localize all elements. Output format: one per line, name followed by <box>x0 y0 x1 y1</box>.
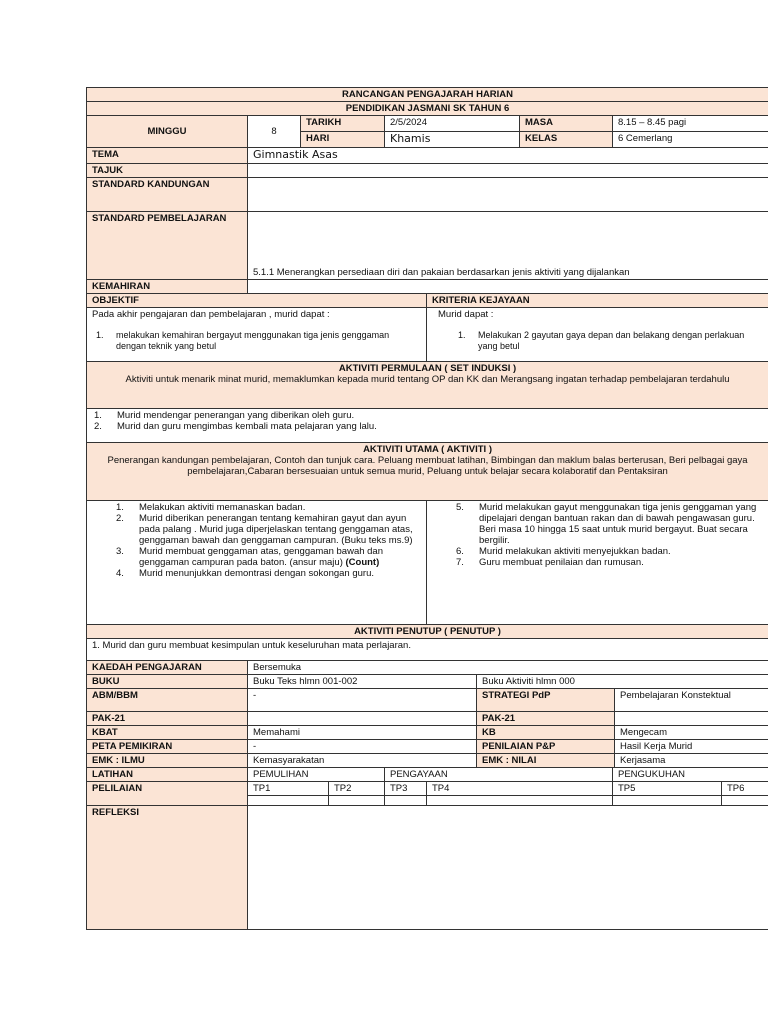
pengukuhan-value: PENGUKUHAN <box>613 768 768 782</box>
list-item: 1. Melakukan aktiviti memanaskan badan. <box>116 502 306 513</box>
plan-subtitle: PENDIDIKAN JASMANI SK TAHUN 6 <box>87 102 768 116</box>
pemulihan-value: PEMULIHAN <box>248 768 385 782</box>
standard-kandungan-value <box>248 178 768 212</box>
masa-label: MASA <box>520 116 613 132</box>
latihan-label: LATIHAN <box>87 768 248 782</box>
masa-value: 8.15 – 8.45 pagi <box>613 116 768 132</box>
permulaan-desc: Aktiviti untuk menarik minat murid, memaklumkan kepada murid tentang OP dan KK dan Merangsang ingatan terhadap pembelajaran terdahulu <box>125 374 730 385</box>
tp1-cell: TP1 <box>248 782 329 796</box>
tp3-value <box>385 796 427 806</box>
tema-value: Gimnastik Asas <box>248 148 768 164</box>
pak21-label: PAK-21 <box>87 712 248 726</box>
tp1-value <box>248 796 329 806</box>
buku-aktiviti-value: Buku Aktiviti hlmn 000 <box>477 675 768 689</box>
utama-left-content <box>87 501 427 625</box>
list-item: 6. Murid melakukan aktiviti menyejukkan badan. <box>456 546 671 557</box>
utama-right-content <box>427 501 768 625</box>
pak21-value <box>248 712 477 726</box>
kriteria-content <box>427 308 768 362</box>
strategi-value: Pembelajaran Konstektual <box>615 689 768 712</box>
emk-ilmu-value: Kemasyarakatan <box>248 754 477 768</box>
permulaan-header <box>87 362 768 409</box>
list-item: 2. Murid diberikan penerangan tentang kemahiran gayut dan ayun pada palang . Murid juga diperjelaskan tentang genggaman atas, genggaman bawah dan genggaman campuran. (Buku teks ms.9) <box>116 513 413 546</box>
hari-value: Khamis <box>385 132 520 148</box>
tp6-value <box>722 796 768 806</box>
kelas-label: KELAS <box>520 132 613 148</box>
pelilaian-label-cont <box>87 796 248 806</box>
penutup-content: 1. Murid dan guru membuat kesimpulan untuk keseluruhan mata perlajaran. <box>87 639 768 661</box>
tp2-value <box>329 796 385 806</box>
hari-label: HARI <box>301 132 385 148</box>
pengayaan-value: PENGAYAAN <box>385 768 613 782</box>
permulaan-title: AKTIVITI PERMULAAN ( SET INDUKSI ) <box>338 363 517 374</box>
penilaian-value: Hasil Kerja Murid <box>615 740 768 754</box>
list-item: 1. Melakukan 2 gayutan gaya depan dan belakang dengan perlakuan yang betul <box>458 330 745 351</box>
list-item: 4. Murid menunjukkan demontrasi dengan sokongan guru. <box>116 568 375 579</box>
tajuk-label: TAJUK <box>87 164 248 178</box>
utama-header <box>87 443 768 501</box>
kbat-label: KBAT <box>87 726 248 740</box>
penilaian-label: PENILAIAN P&P <box>477 740 615 754</box>
tarikh-label: TARIKH <box>301 116 385 132</box>
kb-value: Mengecam <box>615 726 768 740</box>
buku-teks-value: Buku Teks hlmn 001-002 <box>248 675 477 689</box>
objektif-content <box>87 308 427 362</box>
minggu-label: MINGGU <box>87 116 248 148</box>
minggu-value: 8 <box>248 116 301 148</box>
utama-left-list <box>92 502 421 579</box>
list-item: 5. Murid melakukan gayut menggunakan tiga jenis genggaman yang dipelajari dengan bantuan rakan dan di bawah pengawasan guru. Beri masa 10 hingga 15 saat untuk murid bergayut. Buat secara bergilir. <box>456 502 757 546</box>
kaedah-value: Bersemuka <box>248 661 768 675</box>
tp3-cell: TP3 <box>385 782 427 796</box>
peta-value: - <box>248 740 477 754</box>
list-item: 3. Murid membuat genggaman atas, genggaman bawah dan genggaman campuran pada baton. (ansur maju) (Count) <box>116 546 383 568</box>
tp4-cell: TP4 <box>427 782 613 796</box>
emk-nilai-value: Kerjasama <box>615 754 768 768</box>
list-item: 7. Guru membuat penilaian dan rumusan. <box>456 557 644 568</box>
pak21-label-2: PAK-21 <box>477 712 615 726</box>
list-item: 1. melakukan kemahiran bergayut menggunakan tiga jenis genggaman dengan teknik yang betul <box>96 330 390 351</box>
kbat-value: Memahami <box>248 726 477 740</box>
refleksi-label: REFLEKSI <box>87 806 248 930</box>
kb-label: KB <box>477 726 615 740</box>
kriteria-intro: Murid dapat : <box>438 309 494 320</box>
tp5-cell: TP5 <box>613 782 722 796</box>
standard-pembelajaran-value: 5.1.1 Menerangkan persediaan diri dan pakaian berdasarkan jenis aktiviti yang dijalankan <box>248 212 768 280</box>
permulaan-content <box>87 409 768 443</box>
standard-kandungan-label: STANDARD KANDUNGAN <box>87 178 248 212</box>
peta-label: PETA PEMIKIRAN <box>87 740 248 754</box>
strategi-label: STRATEGI PdP <box>477 689 615 712</box>
utama-title: AKTIVITI UTAMA ( AKTIVITI ) <box>363 444 492 455</box>
penutup-title: AKTIVITI PENUTUP ( PENUTUP ) <box>87 625 768 639</box>
utama-right-list <box>432 502 763 568</box>
tp5-value <box>613 796 722 806</box>
tp6-cell: TP6 <box>722 782 768 796</box>
emk-nilai-label: EMK : NILAI <box>477 754 615 768</box>
list-item: 2. Murid dan guru mengimbas kembali mata pelajaran yang lalu. <box>94 421 377 432</box>
standard-pembelajaran-label: STANDARD PEMBELAJARAN <box>87 212 248 280</box>
tp2-cell: TP2 <box>329 782 385 796</box>
buku-label: BUKU <box>87 675 248 689</box>
tp4-value <box>427 796 613 806</box>
objektif-list <box>92 330 421 352</box>
permulaan-list <box>90 410 763 432</box>
lesson-plan-table <box>86 87 768 930</box>
kriteria-label: KRITERIA KEJAYAAN <box>427 294 768 308</box>
kelas-value: 6 Cemerlang <box>613 132 768 148</box>
kriteria-list <box>432 330 763 352</box>
kemahiran-value <box>248 280 768 294</box>
lesson-plan-sheet <box>86 87 757 930</box>
abm-label: ABM/BBM <box>87 689 248 712</box>
pelilaian-label: PELILAIAN <box>87 782 248 796</box>
kaedah-label: KAEDAH PENGAJARAN <box>87 661 248 675</box>
plan-title: RANCANGAN PENGAJARAH HARIAN <box>87 88 768 102</box>
objektif-label: OBJEKTIF <box>87 294 427 308</box>
emk-ilmu-label: EMK : ILMU <box>87 754 248 768</box>
tarikh-value: 2/5/2024 <box>385 116 520 132</box>
pak21-value-2 <box>615 712 768 726</box>
list-item: 1. Murid mendengar penerangan yang diberikan oleh guru. <box>94 410 355 421</box>
tajuk-value <box>248 164 768 178</box>
utama-desc: Penerangan kandungan pembelajaran, Contoh dan tunjuk cara. Peluang membuat latihan, Bimbingan dan maklum balas berterusan, Beri pelbagai gaya pembelajaran,Cabaran bersesuaian untuk semua murid, Peluang untuk belajar secara kolaboratif dan Pentaksiran <box>107 455 748 477</box>
refleksi-value <box>248 806 768 930</box>
objektif-intro: Pada akhir pengajaran dan pembelajaran , murid dapat : <box>92 309 330 320</box>
abm-value: - <box>248 689 477 712</box>
kemahiran-label: KEMAHIRAN <box>87 280 248 294</box>
tema-label: TEMA <box>87 148 248 164</box>
